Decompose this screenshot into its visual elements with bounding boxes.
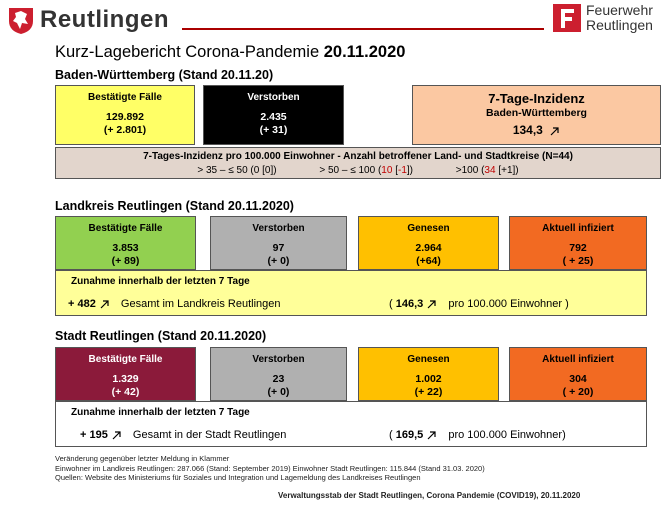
page-title-main: Kurz-Lagebericht Corona-Pandemie [55,43,320,61]
trend-up-arrow-icon [550,126,560,136]
range-2-value: 100 ( [358,165,382,176]
range-1-le: ≤ [228,165,234,176]
st-incidence-value: 169,5 [395,429,424,441]
st-increase-heading: Zunahme innerhalb der letzten 7 Tage [71,407,250,418]
lk-recovered-delta: (+64) [416,255,441,267]
trend-up-arrow-icon [112,430,122,440]
fire-department-logo [553,2,668,36]
lk-deaths-value: 97 [272,242,285,254]
lk-recovered-label: Genesen [407,223,450,234]
trend-up-arrow-icon [100,299,110,309]
st-recovered-box [358,347,499,401]
bw-confirmed-box [55,85,195,145]
city-logo [8,6,178,36]
st-active-value: 304 [569,373,587,385]
note-line-1: Veränderung gegenüber letzter Meldung in Klammer [55,454,230,463]
lk-active-label: Aktuell infiziert [542,223,614,234]
lk-confirmed-delta: (+ 89) [111,255,140,267]
note-line-3: Quellen: Website des Ministeriums für Soziales und Integration und Lagemeldung des Landkreises Reutlingen [55,473,421,482]
range-2-change: -1 [397,165,407,176]
range-3-prefix: >100 ( [455,165,485,176]
lk-recovered-value: 2.964 [415,242,442,254]
lk-increase-count: + 482 [68,298,96,310]
st-deaths-label: Verstorben [252,354,305,365]
st-deaths-delta: (+ 0) [267,386,290,398]
st-deaths-value: 23 [272,373,285,385]
st-active-box [509,347,647,401]
st-heading: Stadt Reutlingen (Stand 20.11.2020) [55,329,267,343]
st-recovered-delta: (+ 22) [414,386,443,398]
range-1 [197,165,279,176]
trend-up-arrow-icon [427,430,437,440]
st-confirmed-box [55,347,196,401]
lk-active-delta: ( + 25) [562,255,594,267]
bw-deaths-label: Verstorben [247,92,300,103]
bw-incidence-subtitle: Baden-Württemberg [486,107,587,119]
lk-recovered-box [358,216,499,270]
city-logo-text: Reutlingen [40,6,169,33]
header-rule [182,28,544,30]
lk-heading: Landkreis Reutlingen (Stand 20.11.2020) [55,199,294,213]
range-1-prefix: > 35 – [197,165,226,176]
range-2 [319,165,415,176]
range-3-end: [+1]) [495,165,519,176]
st-deaths-box [210,347,347,401]
range-2-count: 10 [381,165,393,176]
st-recovered-label: Genesen [407,354,450,365]
st-confirmed-delta: (+ 42) [111,386,140,398]
bw-confirmed-value: 129.892 [106,111,144,123]
fire-logo-line1: Feuerwehr [586,2,653,18]
st-active-label: Aktuell infiziert [542,354,614,365]
note-line-2: Einwohner im Landkreis Reutlingen: 287.066 (Stand: September 2019) Einwohner Stadt Reutlingen: 115.844 (Stand 31.03. 2020) [55,463,485,473]
lk-increase-box [55,270,647,316]
page-title [55,43,405,62]
st-increase-count-text: Gesamt in der Stadt Reutlingen [132,429,287,441]
range-2-le: ≤ [350,165,356,176]
st-incidence-open: ( [389,429,393,441]
range-2-prefix: > 50 – [319,165,348,176]
st-active-delta: ( + 20) [562,386,594,398]
range-2-end: ]) [406,165,413,176]
bw-confirmed-label: Bestätigte Fälle [88,92,162,103]
lk-incidence-row [389,298,569,310]
bw-heading: Baden-Württemberg (Stand 20.11.20) [55,68,274,82]
lk-deaths-label: Verstorben [252,223,305,234]
bw-incidence-value: 134,3 [512,123,543,137]
lk-incidence-open: ( [389,298,393,310]
lk-increase-row [68,298,280,310]
footer: Verwaltungsstab der Stadt Reutlingen, Corona Pandemie (COVID19), 20.11.2020 [278,491,581,500]
st-recovered-value: 1.002 [415,373,442,385]
range-3 [456,165,519,176]
bw-deaths-box [203,85,344,145]
st-incidence-text: pro 100.000 Einwohner) [448,429,566,441]
lk-deaths-delta: (+ 0) [267,255,290,267]
bw-incidence-box [412,85,661,145]
bw-districts-box [55,147,661,179]
lk-confirmed-label: Bestätigte Fälle [88,223,163,234]
lk-confirmed-box [55,216,196,270]
st-confirmed-value: 1.329 [112,373,139,385]
page-title-date: 20.11.2020 [323,43,406,61]
range-1-value: 50 (0 [0]) [236,165,277,176]
st-increase-count: + 195 [80,429,108,441]
bw-districts-heading: 7-Tages-Inzidenz pro 100.000 Einwohner - Anzahl betroffener Land- und Stadtkreise (N=44) [143,151,573,162]
st-increase-row [80,429,286,441]
lk-incidence-text: pro 100.000 Einwohner ) [448,298,569,310]
bw-confirmed-delta: (+ 2.801) [103,124,147,136]
notes [55,454,485,483]
lk-confirmed-value: 3.853 [112,242,139,254]
lk-active-value: 792 [569,242,587,254]
bw-deaths-delta: (+ 31) [259,124,288,136]
st-confirmed-label: Bestätigte Fälle [88,354,163,365]
bw-deaths-value: 2.435 [260,111,287,123]
range-3-count: 34 [484,165,496,176]
fire-logo-line2: Reutlingen [586,17,653,33]
lk-incidence-value: 146,3 [395,298,424,310]
fire-logo-icon [553,4,581,32]
city-shield-icon [8,7,34,35]
bw-incidence-title: 7-Tage-Inzidenz [488,91,585,106]
range-2-mid: [ [392,165,398,176]
lk-deaths-box [210,216,347,270]
trend-up-arrow-icon [427,299,437,309]
lk-increase-heading: Zunahme innerhalb der letzten 7 Tage [71,276,250,287]
st-incidence-row [389,429,566,441]
lk-active-box [509,216,647,270]
lk-increase-count-text: Gesamt im Landkreis Reutlingen [120,298,281,310]
st-increase-box [55,401,647,447]
bw-districts-ranges [56,165,660,176]
